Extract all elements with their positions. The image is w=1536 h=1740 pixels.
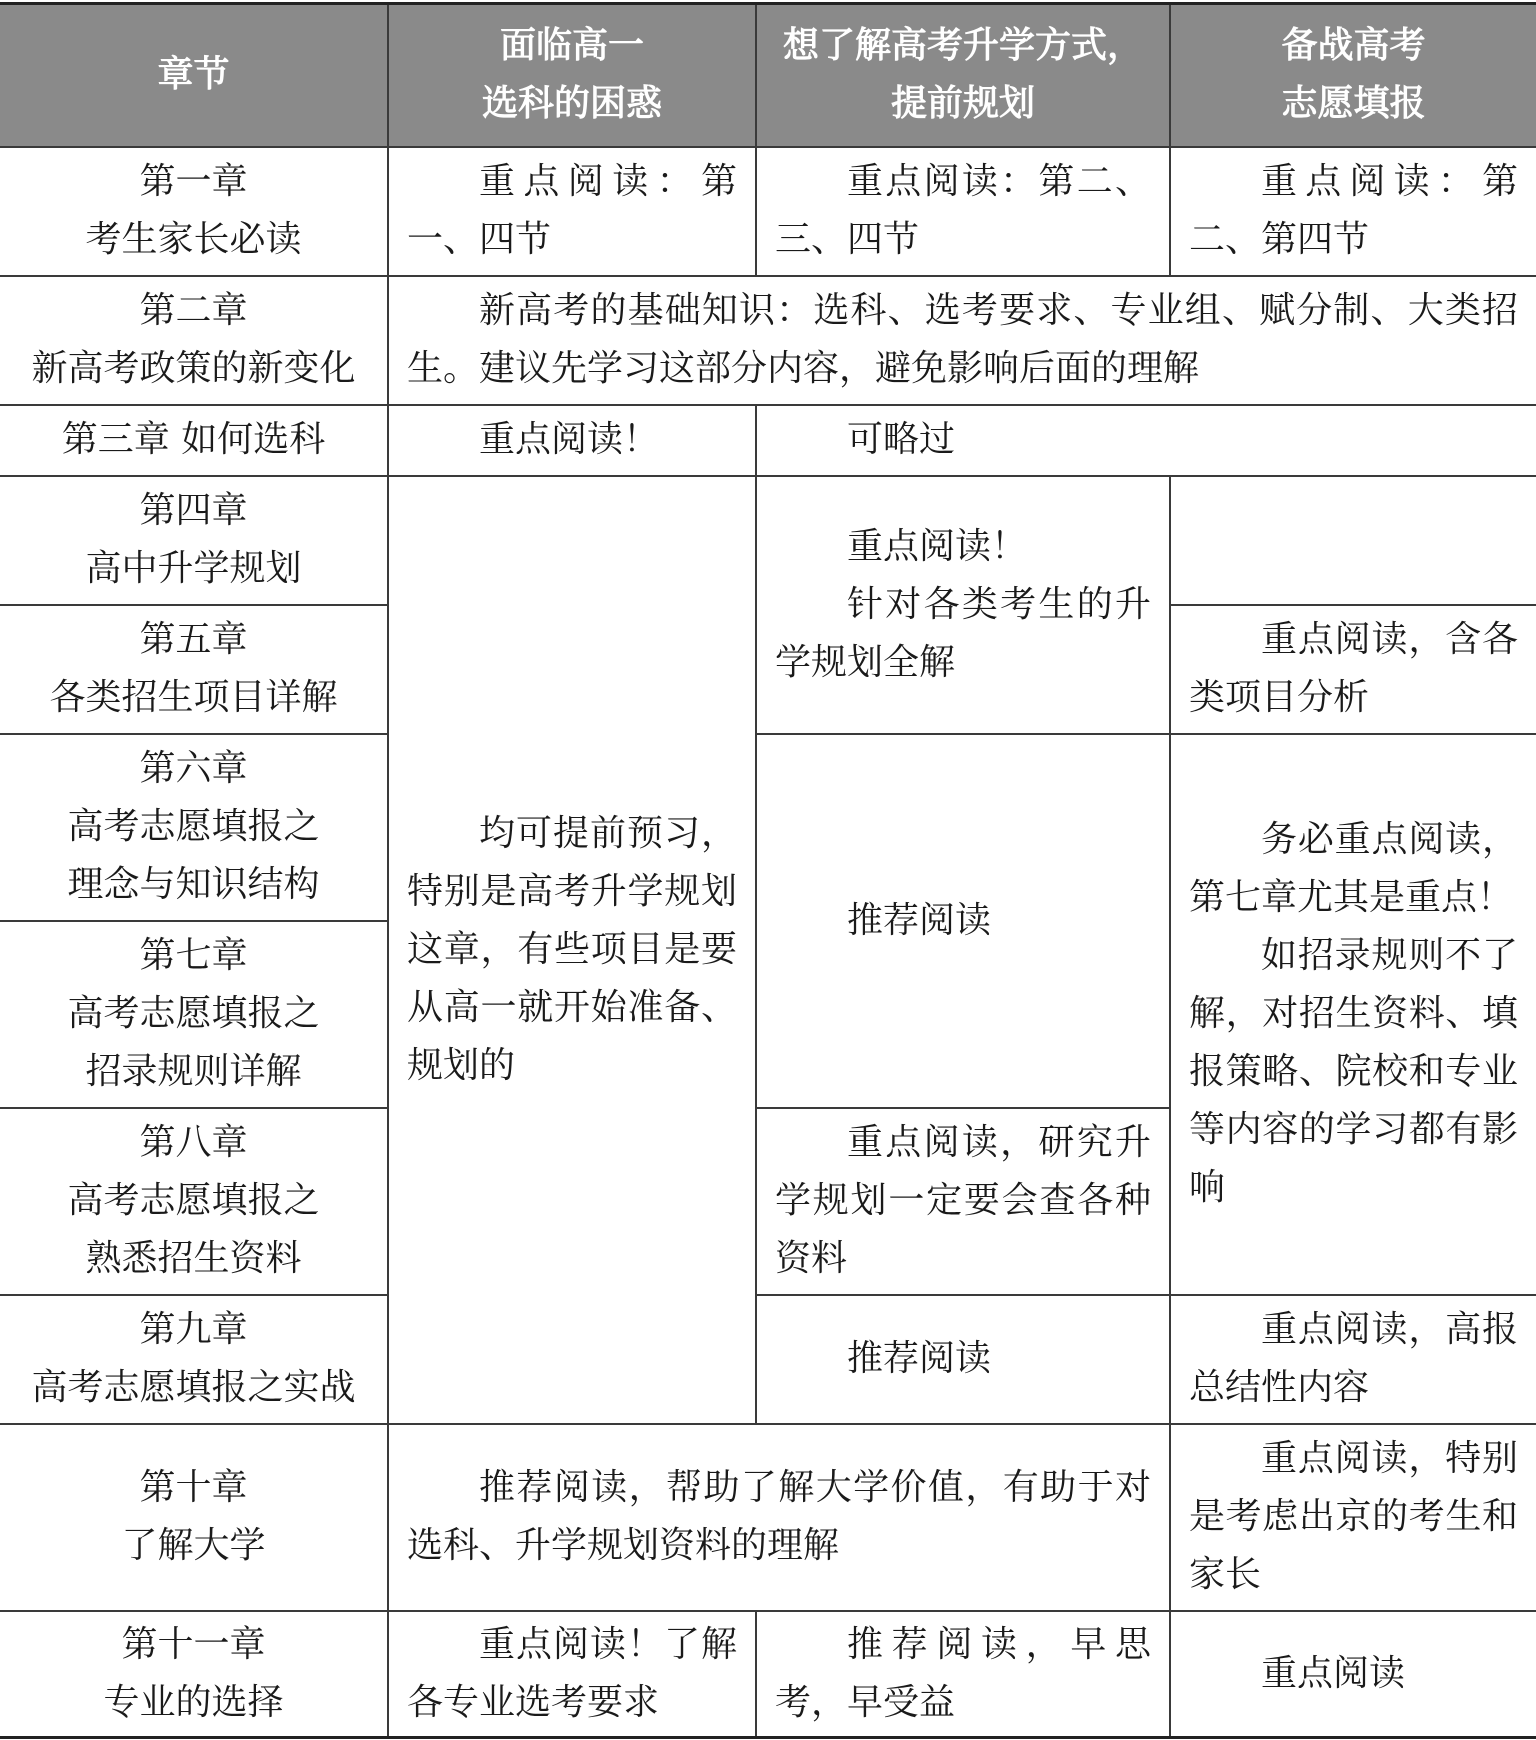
chapter-cell: 第十一章 专业的选择 [0,1611,388,1738]
reading-advice-cell: 重点阅读，研究升学规划一定要会查各种资料 [756,1108,1170,1295]
header-application-prep: 备战高考 志愿填报 [1170,4,1536,147]
chapter-cell: 第二章 新高考政策的新变化 [0,276,388,405]
reading-advice-cell: 务必重点阅读，第七章尤其是重点！ 如招录规则不了解，对招生资料、填报策略、院校和专业等内容的学习都有影响 [1170,734,1536,1295]
header-row [0,4,1536,147]
reading-advice-cell: 重点阅读，高报总结性内容 [1170,1295,1536,1424]
reading-advice-cell: 重点阅读，含各类项目分析 [1170,605,1536,734]
reading-advice-cell: 重点阅读：第一、四节 [388,147,756,276]
chapter-cell: 第一章 考生家长必读 [0,147,388,276]
chapter-cell: 第七章 高考志愿填报之 招录规则详解 [0,921,388,1108]
reading-advice-cell: 均可提前预习，特别是高考升学规划这章，有些项目是要从高一就开始准备、规划的 [388,476,756,1424]
reading-advice-cell: 新高考的基础知识：选科、选考要求、专业组、赋分制、大类招生。建议先学习这部分内容，避免影响后面的理解 [388,276,1536,405]
table-row [0,1424,1536,1611]
chapter-cell: 第四章 高中升学规划 [0,476,388,605]
chapter-cell: 第三章 如何选科 [0,405,388,476]
reading-advice-cell: 重点阅读：第二、三、四节 [756,147,1170,276]
empty-cell [1170,476,1536,605]
reading-advice-cell: 重点阅读！ [388,405,756,476]
chapter-cell: 第八章 高考志愿填报之 熟悉招生资料 [0,1108,388,1295]
chapter-cell: 第六章 高考志愿填报之 理念与知识结构 [0,734,388,921]
reading-advice-cell: 推荐阅读 [756,1295,1170,1424]
reading-advice-cell: 推荐阅读，早思考，早受益 [756,1611,1170,1738]
header-chapter: 章节 [0,4,388,147]
chapter-cell: 第五章 各类招生项目详解 [0,605,388,734]
header-advancement-planning: 想了解高考升学方式， 提前规划 [756,4,1170,147]
table-row [0,476,1536,605]
reading-advice-cell: 推荐阅读 [756,734,1170,1108]
table-row [0,276,1536,405]
chapter-cell: 第十章 了解大学 [0,1424,388,1611]
reading-advice-cell: 重点阅读：第二、第四节 [1170,147,1536,276]
reading-advice-cell: 重点阅读！ 针对各类考生的升学规划全解 [756,476,1170,734]
table-row [0,405,1536,476]
table-row [0,147,1536,276]
table-row [0,1295,1536,1424]
reading-advice-cell: 重点阅读 [1170,1611,1536,1738]
table-row [0,734,1536,921]
header-grade-one-subject-choice: 面临高一 选科的困惑 [388,4,756,147]
reading-guide-table [0,2,1536,1739]
reading-advice-cell: 重点阅读，特别是考虑出京的考生和家长 [1170,1424,1536,1611]
reading-advice-cell: 重点阅读！了解各专业选考要求 [388,1611,756,1738]
reading-advice-cell: 可略过 [756,405,1536,476]
reading-advice-cell: 推荐阅读，帮助了解大学价值，有助于对选科、升学规划资料的理解 [388,1424,1170,1611]
chapter-cell: 第九章 高考志愿填报之实战 [0,1295,388,1424]
table-row [0,1611,1536,1738]
